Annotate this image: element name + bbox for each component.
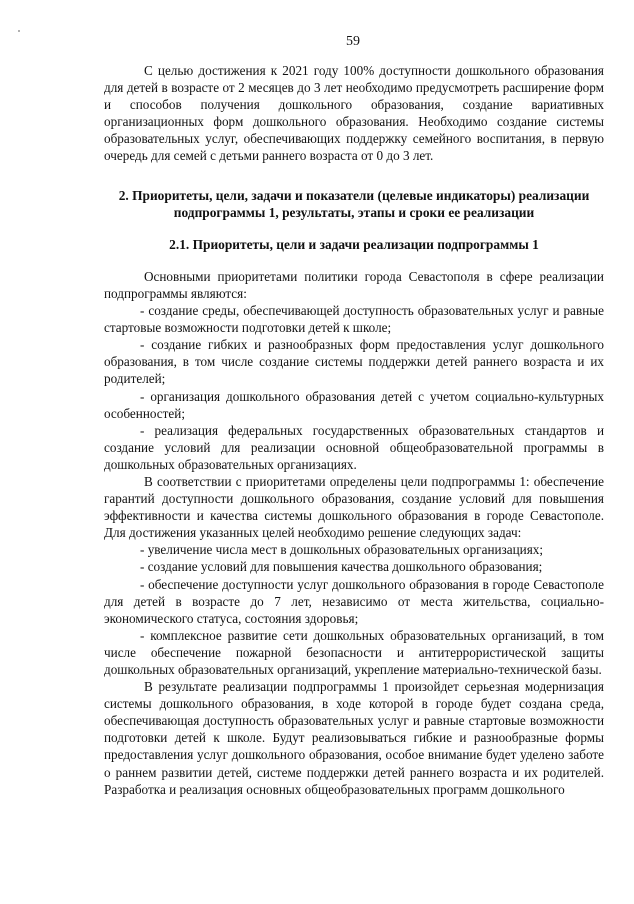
task-item: - увеличение числа мест в дошкольных образовательных организациях; bbox=[140, 542, 544, 558]
priority-item: - реализация федеральных государственных образовательных стандартов и создание условий для реализации основной общеобразовательной программы в дошкольных образовательных организациях. bbox=[104, 422, 604, 472]
page-number: 59 bbox=[346, 34, 360, 49]
priority-item: - создание среды, обеспечивающей доступность образовательных услуг и равные стартовые возможности подготовки детей к школе; bbox=[104, 303, 604, 336]
task-item: - обеспечение доступности услуг дошкольного образования в городе Севастополе для детей в возрасте до 7 лет, независимо от места жительства, социально-экономического статуса, состояния здоровья; bbox=[104, 576, 604, 626]
section-heading: 2. Приоритеты, цели, задачи и показатели (целевые индикаторы) реализации подпрограммы 1, результаты, этапы и сроки ее реализации bbox=[118, 187, 590, 220]
paragraph-results: В результате реализации подпрограммы 1 произойдет серьезная модернизация системы дошкольного образования, в ходе которой в городе будет создана среда, обеспечивающая доступность образовательных услуг и равные стартовые возможности подготовки детей к школе. Будут реализовываться гибкие и разнообразные формы предоставления услуг дошкольного образования, особое внимание будет уделено заботе о раннем развитии детей, системе поддержки детей раннего возраста и их родителей. Разработка и реализация основных общеобразовательных программ дошкольного bbox=[104, 679, 604, 797]
task-item: - комплексное развитие сети дошкольных образовательных организаций, в том числе обеспечение пожарной безопасности и антитеррористической защиты дошкольных образовательных организаций, укрепление материально-технической базы. bbox=[104, 627, 604, 677]
priority-item: - организация дошкольного образования детей с учетом социально-культурных особенностей; bbox=[104, 388, 604, 421]
paragraph-goals: В соответствии с приоритетами определены цели подпрограммы 1: обеспечение гарантий доступности дошкольного образования, создание условий для повышения эффективности и качества системы дошкольного образования в городе Севастополе. Для достижения указанных целей необходимо решение следующих задач: bbox=[104, 473, 604, 541]
subsection-heading: 2.1. Приоритеты, цели и задачи реализации подпрограммы 1 bbox=[169, 236, 539, 252]
priority-item: - создание гибких и разнообразных форм предоставления услуг дошкольного образования, в том числе создание системы поддержки детей раннего возраста и их родителей; bbox=[104, 337, 604, 387]
scan-speck bbox=[18, 30, 20, 32]
document-body bbox=[104, 62, 604, 798]
paragraph-priorities-intro: Основными приоритетами политики города Севастополя в сфере реализации подпрограммы являются: bbox=[104, 268, 604, 301]
task-item: - создание условий для повышения качества дошкольного образования; bbox=[140, 559, 543, 575]
paragraph-intro: С целью достижения к 2021 году 100% доступности дошкольного образования для детей в возрасте от 2 месяцев до 3 лет необходимо предусмотреть расширение форм и способов получения дошкольного образования, создание вариативных организационных форм дошкольного образования. Необходимо создание системы образовательных услуг, обеспечивающих поддержку семейного воспитания, в первую очередь для семей с детьми раннего возраста от 0 до 3 лет. bbox=[104, 63, 604, 164]
